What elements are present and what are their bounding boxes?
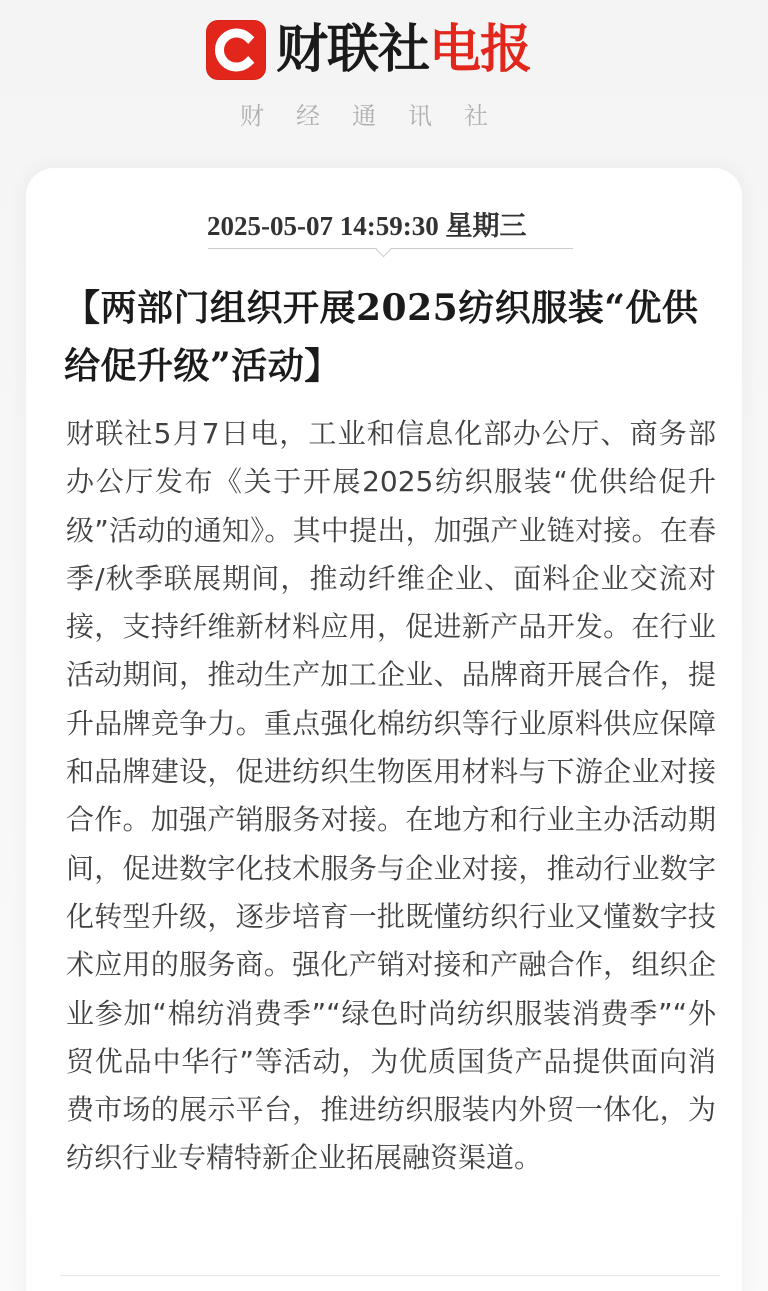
article-headline: 【两部门组织开展2025纺织服装“优供给促升级”活动】 [64,287,699,387]
article-datetime: 2025-05-07 14:59:30 星期三 [207,211,527,241]
brand-wordmark [276,20,531,80]
brand-c-icon [206,20,266,80]
brand-name: 财联社 [276,20,430,80]
brand-logo [206,18,531,82]
brand-subtitle: 财经通讯社 [240,102,520,130]
bottom-divider [60,1275,720,1276]
article-body: 财联社5月7日电，工业和信息化部办公厅、商务部办公厅发布《关于开展2025纺织服装“优供给促升级”活动的通知》。其中提出，加强产业链对接。在春季/秋季联展期间，推动纤维企业、面料企业交流对接，支持纤维新材料应用，促进新产品开发。在行业活动期间，推动生产加工企业、品牌商开展合作，提升品牌竞争力。重点强化棉纺织等行业原料供应保障和品牌建设，促进纺织生物医用材料与下游企业对接合作。加强产销服务对接。在地方和行业主办活动期间，促进数字化技术服务与企业对接，推动行业数字化转型升级，逐步培育一批既懂纺织行业又懂数字技术应用的服务商。强化产销对接和产融合作，组织企业参加“棉纺消费季”“绿色时尚纺织服装消费季”“外贸优品中华行”等活动，为优质国货产品提供面向消费市场的展示平台，推进纺织服装内外贸一体化，为纺织行业专精特新企业拓展融资渠道。 [66,417,716,1175]
brand-tail: 电报 [429,20,532,80]
brand-header [0,0,768,140]
